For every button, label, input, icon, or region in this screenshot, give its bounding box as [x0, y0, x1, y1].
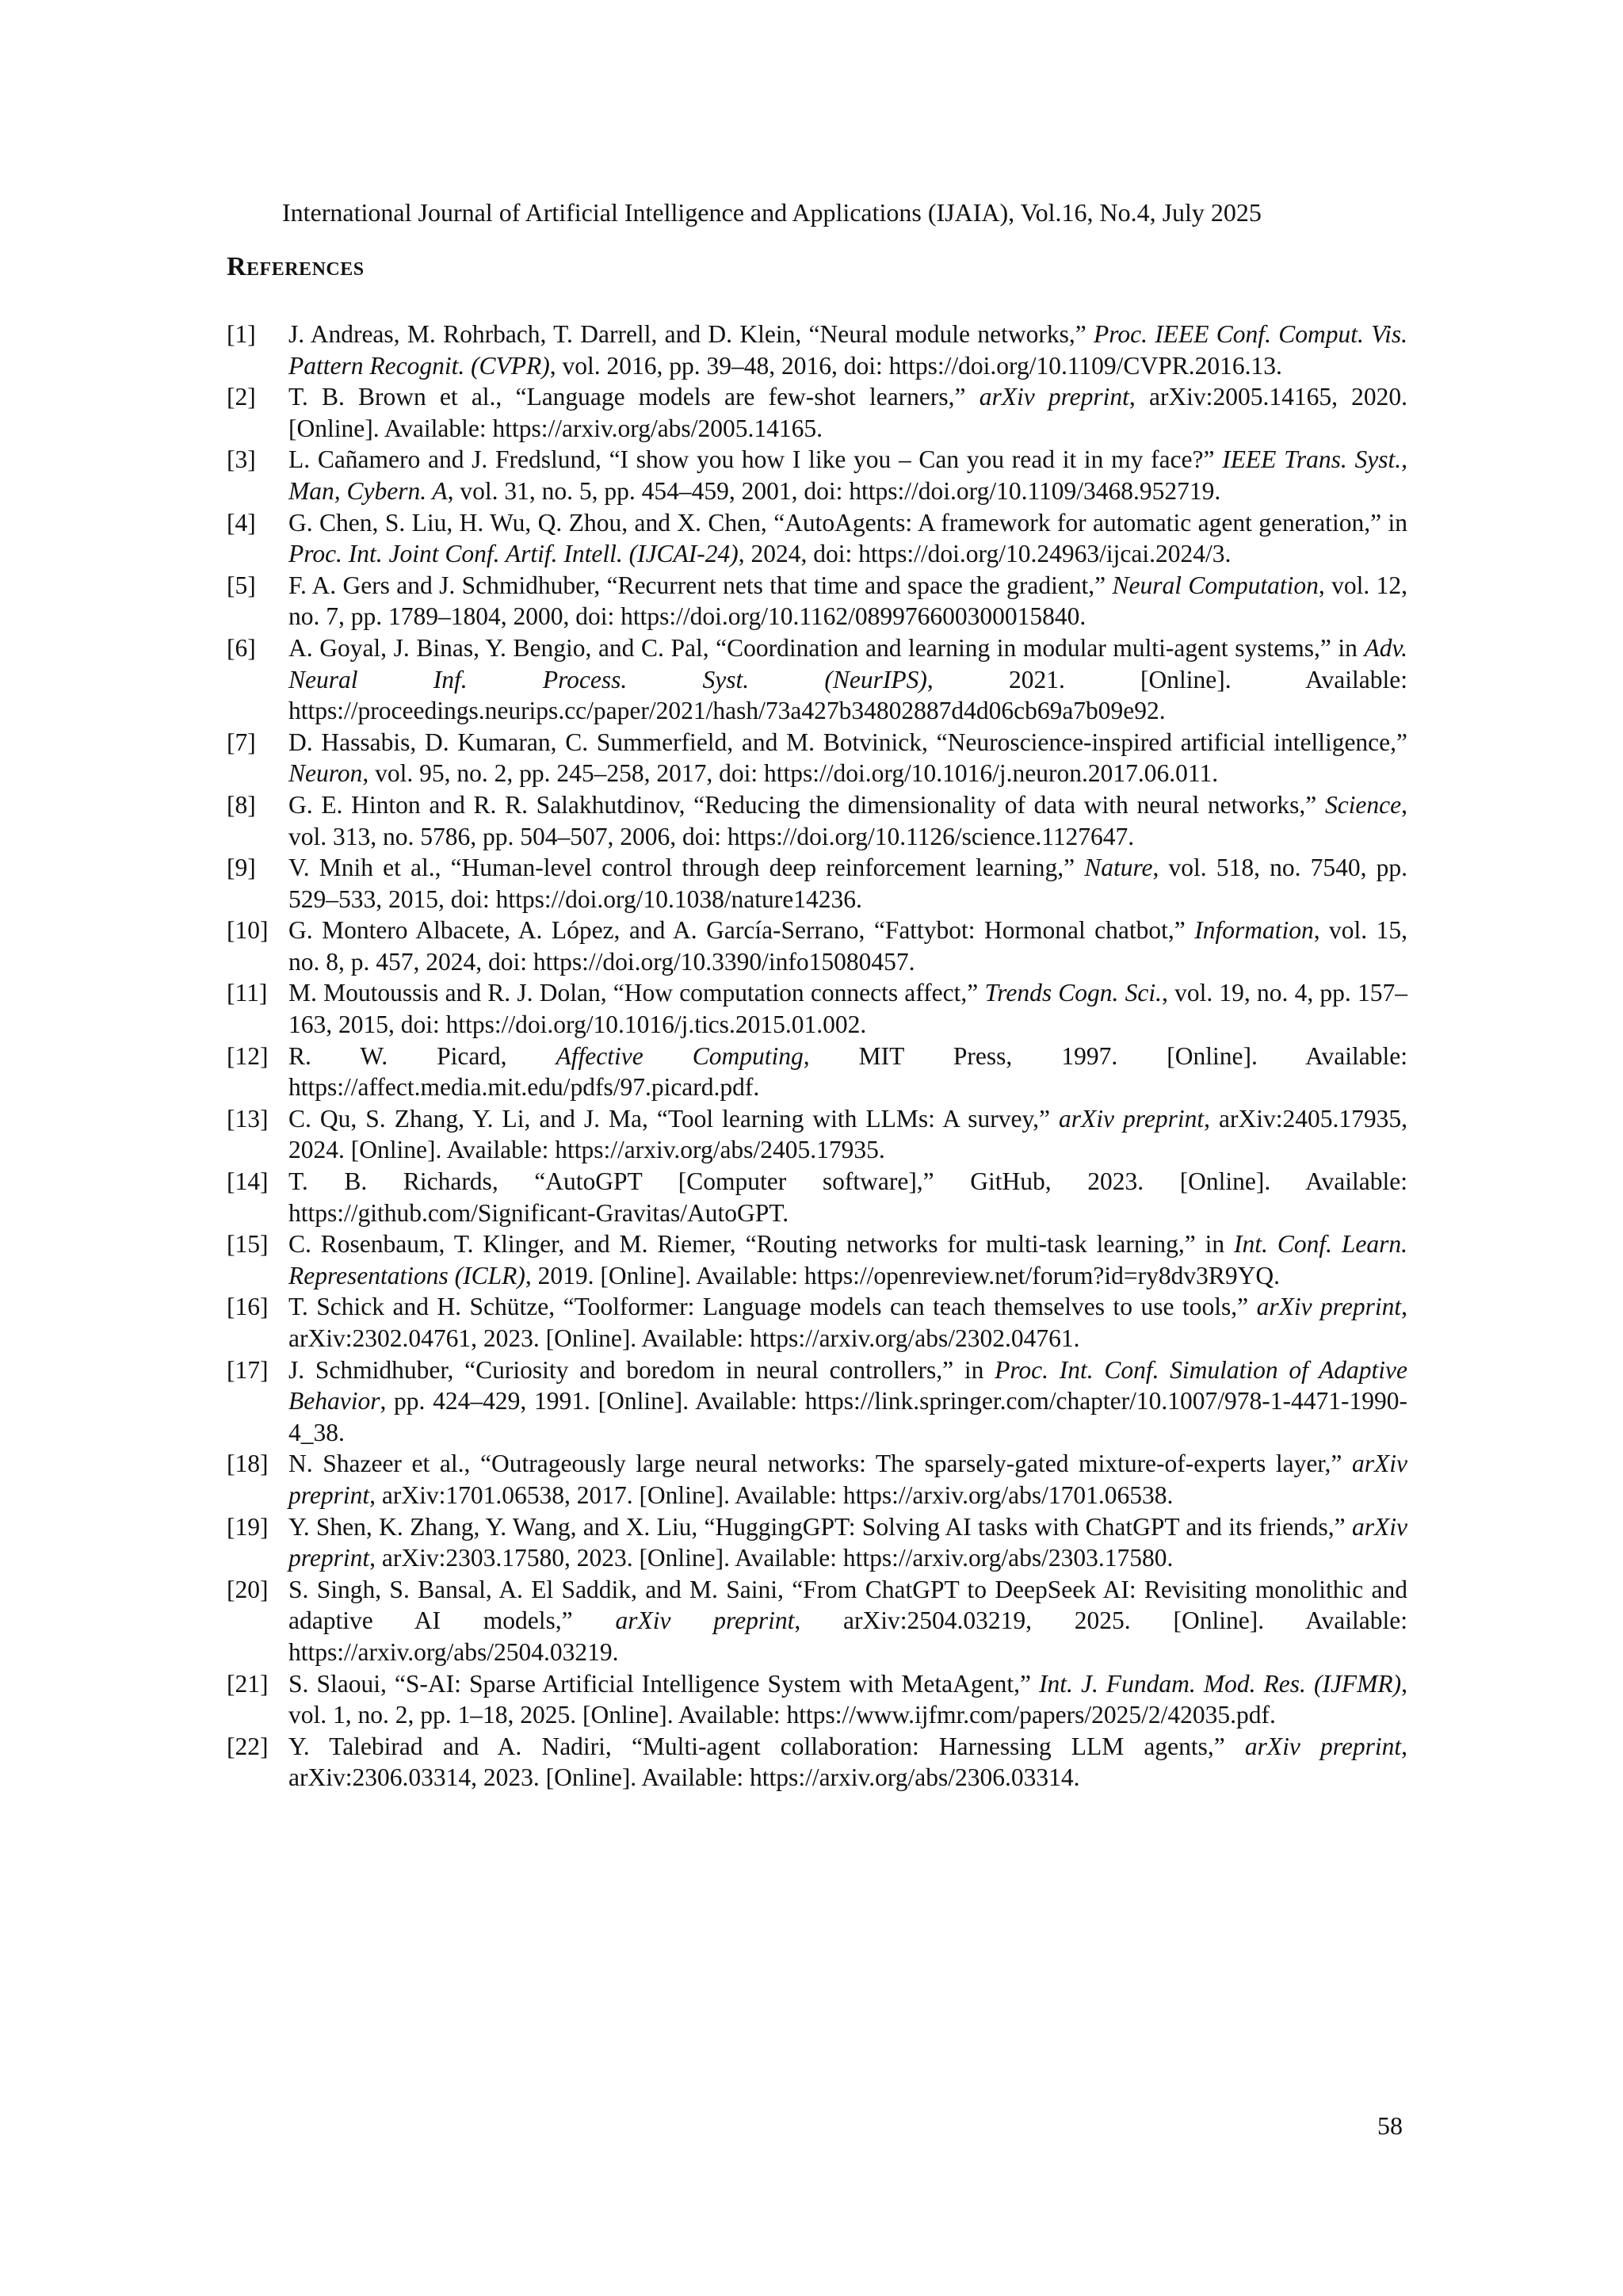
reference-number: [13]: [227, 1104, 269, 1133]
reference-text-segment: , vol. 313, no. 5786, pp. 504–507, 2006, doi: https://doi.org/10.1126/science.1127647.: [288, 790, 1407, 850]
reference-text-segment: , vol. 31, no. 5, pp. 454–459, 2001, doi: https://doi.org/10.1109/3468.952719.: [447, 476, 1221, 505]
reference-number: [18]: [227, 1450, 269, 1478]
reference-venue: Int. Conf. Learn. Representations (ICLR): [288, 1230, 1407, 1289]
reference-venue: Neural Computation: [1112, 571, 1319, 599]
reference-item: [227, 1511, 1407, 1574]
reference-item: [227, 507, 1407, 570]
reference-item: [227, 1228, 1407, 1291]
reference-item: [227, 915, 1407, 977]
reference-text-segment: , pp. 424–429, 1991. [Online]. Available: https://link.springer.com/chapter/10.1007/978-1-4471-1990-4_38.: [288, 1387, 1407, 1446]
reference-text-segment: S. Slaoui, “S-AI: Sparse Artificial Intelligence System with MetaAgent,”: [288, 1669, 1040, 1698]
reference-venue: Proc. Int. Joint Conf. Artif. Intell. (IJCAI-24): [288, 540, 739, 568]
reference-number: [7]: [227, 728, 256, 756]
reference-item: [227, 319, 1407, 381]
reference-text-segment: A. Goyal, J. Binas, Y. Bengio, and C. Pal, “Coordination and learning in modular multi-agent systems,” in: [288, 633, 1365, 662]
reference-text: [288, 1576, 1407, 1666]
reference-number: [4]: [227, 508, 256, 537]
reference-text: [288, 854, 1407, 913]
reference-text: [288, 1042, 1407, 1102]
reference-text-segment: , vol. 1, no. 2, pp. 1–18, 2025. [Online]. Available: https://www.ijfmr.com/papers/2025/2/42035.pdf.: [288, 1669, 1408, 1729]
reference-item: [227, 852, 1407, 915]
reference-number: [10]: [227, 916, 269, 945]
reference-text: [288, 1105, 1407, 1164]
reference-venue: IEEE Trans. Syst., Man, Cybern. A: [288, 445, 1407, 505]
reference-venue: Information: [1194, 916, 1314, 945]
reference-item: [227, 1731, 1407, 1794]
reference-venue: Neuron: [288, 759, 363, 788]
reference-number: [2]: [227, 383, 256, 411]
reference-item: [227, 1291, 1407, 1354]
reference-list: [227, 319, 1407, 1794]
reference-venue: Adv. Neural Inf. Process. Syst. (NeurIPS): [288, 633, 1407, 693]
reference-text: [288, 383, 1407, 442]
reference-text: [288, 571, 1407, 631]
reference-venue: arXiv preprint: [288, 1450, 1407, 1509]
reference-text-segment: Y. Shen, K. Zhang, Y. Wang, and X. Liu, “HuggingGPT: Solving AI tasks with ChatGPT and its friends,”: [288, 1512, 1353, 1541]
reference-item: [227, 1041, 1407, 1103]
reference-text-segment: C. Rosenbaum, T. Klinger, and M. Riemer, “Routing networks for multi-task learning,” in: [288, 1230, 1235, 1259]
reference-text-segment: , arXiv:1701.06538, 2017. [Online]. Available: https://arxiv.org/abs/1701.06538.: [369, 1480, 1174, 1509]
reference-number: [5]: [227, 571, 256, 599]
reference-item: [227, 444, 1407, 506]
reference-venue: Proc. IEEE Conf. Comput. Vis. Pattern Recognit. (CVPR): [288, 320, 1407, 380]
reference-text-segment: L. Cañamero and J. Fredslund, “I show you how I like you – Can you read it in my face?”: [288, 445, 1223, 474]
reference-number: [16]: [227, 1293, 269, 1321]
reference-number: [15]: [227, 1230, 269, 1259]
reference-text-segment: , vol. 95, no. 2, pp. 245–258, 2017, doi: https://doi.org/10.1016/j.neuron.2017.06.011.: [362, 759, 1219, 788]
reference-text-segment: G. Chen, S. Liu, H. Wu, Q. Zhou, and X. Chen, “AutoAgents: A framework for automatic agent generation,” in: [288, 508, 1407, 537]
reference-text: [288, 1670, 1407, 1729]
reference-text-segment: T. B. Richards, “AutoGPT [Computer software],” GitHub, 2023. [Online]. Available: https://github.com/Significant-Gravitas/AutoGPT.: [288, 1167, 1407, 1227]
reference-number: [9]: [227, 854, 256, 882]
reference-text: [288, 791, 1407, 850]
reference-text-segment: M. Moutoussis and R. J. Dolan, “How computation connects affect,”: [288, 979, 985, 1007]
reference-text-segment: Y. Talebirad and A. Nadiri, “Multi-agent collaboration: Harnessing LLM agents,”: [288, 1732, 1245, 1760]
reference-text: [288, 1293, 1407, 1352]
reference-text-segment: D. Hassabis, D. Kumaran, C. Summerfield, and M. Botvinick, “Neuroscience-inspired artificial intelligence,”: [288, 728, 1407, 756]
reference-venue: Trends Cogn. Sci.: [984, 979, 1162, 1007]
reference-text-segment: J. Andreas, M. Rohrbach, T. Darrell, and D. Klein, “Neural module networks,”: [288, 320, 1094, 348]
reference-text: [288, 320, 1407, 380]
reference-venue: Affective Computing: [556, 1041, 804, 1070]
reference-venue: arXiv preprint: [288, 1512, 1407, 1572]
reference-number: [6]: [227, 633, 256, 662]
reference-number: [12]: [227, 1041, 269, 1070]
reference-venue: arXiv preprint: [1256, 1293, 1402, 1321]
reference-item: [227, 1668, 1407, 1731]
reference-item: [227, 1354, 1407, 1449]
reference-number: [1]: [227, 320, 256, 348]
reference-venue: arXiv preprint: [979, 383, 1129, 411]
reference-text-segment: , 2019. [Online]. Available: https://openreview.net/forum?id=ry8dv3R9YQ.: [525, 1261, 1280, 1289]
reference-text: [288, 1733, 1407, 1792]
reference-text: [288, 916, 1407, 976]
reference-number: [21]: [227, 1669, 269, 1698]
reference-text: [288, 1167, 1407, 1227]
reference-text: [288, 445, 1407, 505]
reference-number: [3]: [227, 445, 256, 474]
reference-venue: Nature: [1084, 854, 1153, 882]
reference-text-segment: , arXiv:2405.17935, 2024. [Online]. Available: https://arxiv.org/abs/2405.17935.: [288, 1104, 1407, 1164]
reference-text-segment: , vol. 518, no. 7540, pp. 529–533, 2015, doi: https://doi.org/10.1038/nature14236.: [288, 854, 1407, 913]
reference-number: [17]: [227, 1355, 269, 1384]
reference-text-segment: C. Qu, S. Zhang, Y. Li, and J. Ma, “Tool learning with LLMs: A survey,”: [288, 1104, 1060, 1133]
section-title: References: [227, 252, 365, 281]
reference-item: [227, 727, 1407, 789]
reference-venue: Int. J. Fundam. Mod. Res. (IJFMR): [1039, 1669, 1402, 1698]
reference-text: [288, 1513, 1407, 1572]
reference-text-segment: J. Schmidhuber, “Curiosity and boredom in neural controllers,” in: [288, 1355, 995, 1384]
reference-venue: arXiv preprint: [615, 1606, 795, 1635]
reference-item: [227, 381, 1407, 444]
reference-item: [227, 1574, 1407, 1668]
reference-text-segment: , 2021. [Online]. Available: https://proceedings.neurips.cc/paper/2021/hash/73a427b34802887d4d06cb69a7b09e92.: [288, 665, 1407, 725]
reference-text: [288, 979, 1407, 1038]
reference-text: [288, 634, 1407, 724]
reference-item: [227, 632, 1407, 727]
running-header: International Journal of Artificial Intelligence and Applications (IJAIA), Vol.16, No.4, July 2025: [282, 198, 1262, 227]
reference-text-segment: V. Mnih et al., “Human-level control through deep reinforcement learning,”: [288, 854, 1085, 882]
reference-text-segment: , arXiv:2504.03219, 2025. [Online]. Available: https://arxiv.org/abs/2504.03219.: [288, 1606, 1407, 1666]
reference-text-segment: T. Schick and H. Schütze, “Toolformer: Language models can teach themselves to use tools,”: [288, 1293, 1257, 1321]
reference-text-segment: , arXiv:2306.03314, 2023. [Online]. Available: https://arxiv.org/abs/2306.03314.: [288, 1732, 1407, 1792]
reference-item: [227, 1448, 1407, 1511]
reference-text-segment: G. E. Hinton and R. R. Salakhutdinov, “Reducing the dimensionality of data with neural networks,”: [288, 790, 1325, 819]
reference-item: [227, 1166, 1407, 1228]
reference-item: [227, 570, 1407, 632]
reference-text-segment: , 2024, doi: https://doi.org/10.24963/ijcai.2024/3.: [738, 540, 1232, 568]
reference-text: [288, 1230, 1407, 1289]
reference-text-segment: T. B. Brown et al., “Language models are few-shot learners,”: [288, 383, 980, 411]
reference-item: [227, 789, 1407, 852]
reference-text-segment: , arXiv:2302.04761, 2023. [Online]. Available: https://arxiv.org/abs/2302.04761.: [288, 1293, 1407, 1352]
reference-text-segment: , vol. 15, no. 8, p. 457, 2024, doi: https://doi.org/10.3390/info15080457.: [288, 916, 1407, 976]
reference-venue: Science: [1324, 790, 1402, 819]
reference-text-segment: , arXiv:2005.14165, 2020. [Online]. Available: https://arxiv.org/abs/2005.14165.: [288, 383, 1407, 442]
page-number: 58: [1377, 2111, 1403, 2140]
reference-text-segment: , vol. 12, no. 7, pp. 1789–1804, 2000, doi: https://doi.org/10.1162/089976600300015840.: [288, 571, 1407, 631]
reference-number: [14]: [227, 1167, 269, 1196]
reference-number: [20]: [227, 1575, 269, 1603]
reference-venue: arXiv preprint: [1244, 1732, 1402, 1760]
reference-number: [8]: [227, 790, 256, 819]
reference-text-segment: , vol. 2016, pp. 39–48, 2016, doi: https://doi.org/10.1109/CVPR.2016.13.: [549, 351, 1282, 380]
reference-number: [22]: [227, 1732, 269, 1760]
reference-text-segment: , arXiv:2303.17580, 2023. [Online]. Available: https://arxiv.org/abs/2303.17580.: [369, 1544, 1174, 1572]
reference-text: [288, 1356, 1407, 1446]
reference-item: [227, 977, 1407, 1040]
reference-text-segment: , MIT Press, 1997. [Online]. Available: https://affect.media.mit.edu/pdfs/97.picard.pdf.: [288, 1041, 1407, 1102]
reference-text-segment: S. Singh, S. Bansal, A. El Saddik, and M. Saini, “From ChatGPT to DeepSeek AI: Revisiting monolithic and adaptive AI models,”: [288, 1575, 1407, 1635]
reference-text: [288, 1450, 1407, 1509]
reference-text-segment: N. Shazeer et al., “Outrageously large neural networks: The sparsely-gated mixture-of-experts layer,”: [288, 1450, 1353, 1478]
reference-text-segment: F. A. Gers and J. Schmidhuber, “Recurrent nets that time and space the gradient,”: [288, 571, 1113, 599]
reference-number: [19]: [227, 1512, 269, 1541]
reference-text-segment: , vol. 19, no. 4, pp. 157–163, 2015, doi: https://doi.org/10.1016/j.tics.2015.01.002.: [288, 979, 1407, 1039]
reference-text-segment: G. Montero Albacete, A. López, and A. García-Serrano, “Fattybot: Hormonal chatbot,”: [288, 916, 1195, 945]
reference-item: [227, 1103, 1407, 1166]
reference-number: [11]: [227, 979, 268, 1007]
reference-venue: Proc. Int. Conf. Simulation of Adaptive Behavior: [288, 1355, 1407, 1415]
reference-text-segment: R. W. Picard,: [288, 1041, 556, 1070]
reference-text: [288, 728, 1407, 788]
reference-venue: arXiv preprint: [1059, 1104, 1205, 1133]
reference-text: [288, 509, 1407, 568]
